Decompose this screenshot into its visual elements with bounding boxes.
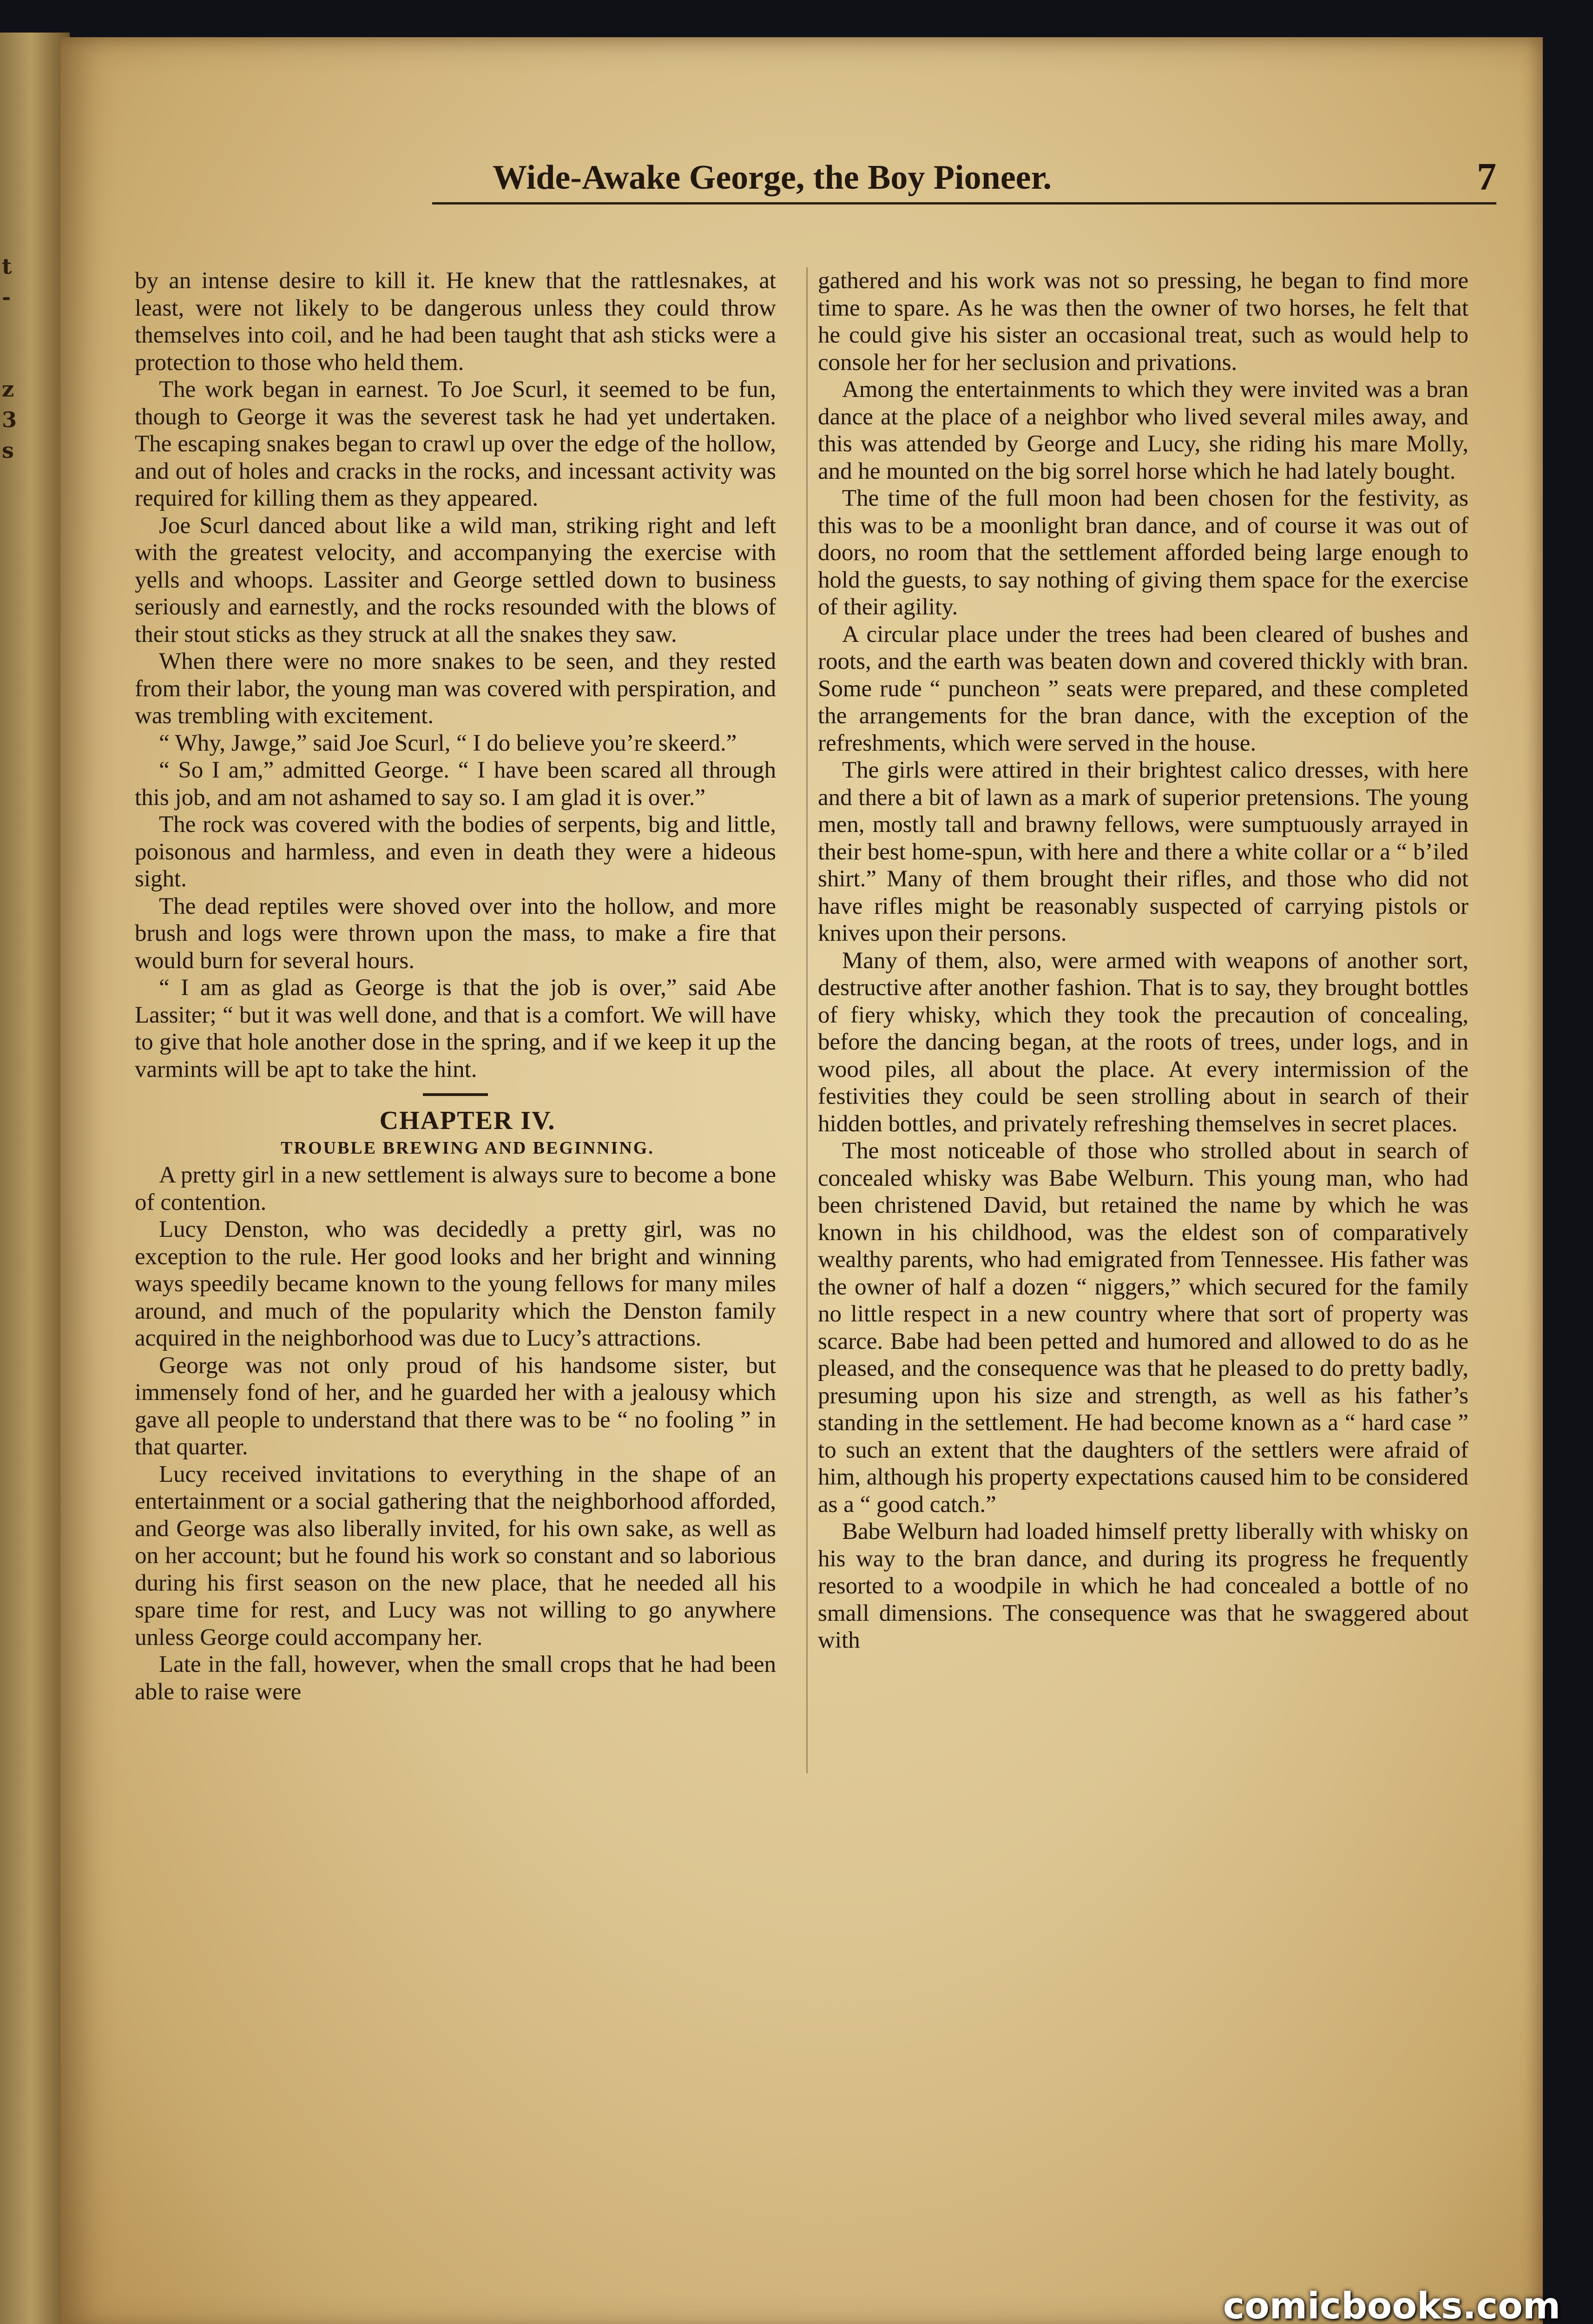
running-title: Wide-Awake George, the Boy Pioneer.: [493, 158, 1052, 197]
page-number: 7: [1477, 155, 1496, 198]
fragment-line: s: [2, 438, 14, 463]
fragment-line: -: [2, 284, 11, 310]
paragraph: Lucy received invitations to everything in the shape of an entertainment or a social gathering that the neighborhood afforded, and George was also liberally invited, for his own sake, as well as on her account; but he found his work so constant and so laborious during his first season on the new place, that he needed all his spare time for rest, and Lucy was not willing to go anywhere unless George could accompany her.: [135, 1461, 776, 1651]
paragraph: A circular place under the trees had been cleared of bushes and roots, and the earth was beaten down and covered thickly with bran. Some rude “ puncheon ” seats were prepared, and these completed the arrangements for the bran dance, with the exception of the refreshments, which were served in the house.: [818, 621, 1468, 756]
fragment-line: 3: [2, 407, 17, 432]
paragraph: Lucy Denston, who was decidedly a pretty girl, was no exception to the rule. Her good looks and her bright and winning ways speedily became known to the young fellows for many miles around, and much of the popularity which the Denston family acquired in the neighborhood was due to Lucy’s attractions.: [135, 1216, 776, 1351]
section-divider: [423, 1093, 488, 1096]
fragment-line: [2, 343, 30, 374]
left-column: [135, 267, 776, 1705]
running-header: [432, 151, 1496, 205]
previous-page-edge: [0, 33, 70, 2324]
paragraph: “ So I am,” admitted George. “ I have been scared all through this job, and am not ashamed to say so. I am glad it is over.”: [135, 757, 776, 811]
paragraph: The work began in earnest. To Joe Scurl, it seemed to be fun, though to George it was the severest task he had yet undertaken. The escaping snakes began to crawl up over the edge of the hollow, and out of holes and cracks in the rocks, and incessant activity was required for killing them as they appeared.: [135, 376, 776, 511]
paragraph: “ I am as glad as George is that the job is over,” said Abe Lassiter; “ but it was well done, and that is a comfort. We will have to give that hole another dose in the spring, and if we keep it up the varmints will be apt to take the hint.: [135, 975, 776, 1083]
paragraph: by an intense desire to kill it. He knew that the rattlesnakes, at least, were not likely to be dangerous unless they could throw themselves into coil, and he had been taught that ash sticks were a protection to those who held them.: [135, 268, 776, 376]
chapter-heading: CHAPTER IV.: [379, 1106, 556, 1135]
paragraph: gathered and his work was not so pressing, he began to find more time to spare. As he was then the owner of two horses, he felt that he could give his sister an occasional treat, such as would help to console her for her seclusion and privations.: [818, 268, 1468, 376]
paragraph: The rock was covered with the bodies of serpents, big and little, poisonous and harmless, and even in death they were a hideous sight.: [135, 812, 776, 892]
column-separator: [806, 267, 808, 1773]
paragraph: The time of the full moon had been chosen for the festivity, as this was to be a moonlight bran dance, and of course it was out of doors, no room that the settlement afforded being large enough to hold the guests, to say nothing of giving them space for the exercise of their agility.: [818, 485, 1468, 620]
paragraph: A pretty girl in a new settlement is always sure to become a bone of contention.: [135, 1162, 776, 1215]
paragraph: When there were no more snakes to be seen, and they rested from their labor, the young man was covered with perspiration, and was trembling with excitement.: [135, 648, 776, 729]
paragraph: Joe Scurl danced about like a wild man, striking right and left with the greatest velocity, and accompanying the exercise with yells and whoops. Lassiter and George settled down to business seriously and earnestly, and the rocks resounded with the blows of their stout sticks as they struck at all the snakes they saw.: [135, 512, 776, 647]
paragraph: “ Why, Jawge,” said Joe Scurl, “ I do believe you’re skeerd.”: [159, 730, 737, 756]
chapter-subheading: TROUBLE BREWING AND BEGINNING.: [281, 1138, 654, 1158]
paragraph: Among the entertainments to which they were invited was a bran dance at the place of a neighbor who lived several miles away, and this was attended by George and Lucy, she riding his mare Molly, and he mounted on the big sorrel horse which he had lately bought.: [818, 376, 1468, 484]
fragment-line: t: [2, 254, 12, 279]
fragment-line: [2, 312, 30, 343]
paragraph: Many of them, also, were armed with weapons of another sort, destructive after another fashion. That is to say, they brought bottles of fiery whisky, which they took the precaution of concealing, before the dancing began, at the roots of trees, under logs, and in wood piles, all about the place. At every intermission of the festivities they could be seen strolling about in search of their hidden bottles, and privately refreshing themselves in secret places.: [818, 947, 1468, 1137]
paragraph: The most noticeable of those who strolled about in search of concealed whisky was Babe Welburn. This young man, who had been christened David, but retained the name by which he was known in his childhood, was the eldest son of comparatively wealthy parents, who had emigrated from Tennessee. His father was the owner of half a dozen “ niggers,” which secured for the family no little respect in a new country where that sort of property was scarce. Babe had been petted and humored and allowed to do as he pleased, and the consequence was that he pleased to do pretty badly, presuming upon his size and strength, as well as his father’s standing in the settlement. He had become known as a “ hard case ” to such an extent that the daughters of the settlers were afraid of him, although his property expectations caused him to be considered as a “ good catch.”: [818, 1138, 1468, 1518]
book-page: [60, 37, 1543, 2324]
site-watermark: comicbooks.com: [1223, 2285, 1560, 2324]
paragraph: The girls were attired in their brightest calico dresses, with here and there a bit of lawn as a mark of superior pretensions. The young men, mostly tall and brawny fellows, were sumptuously arrayed in their best home-spun, with here and there a white collar or a “ b’iled shirt.” Many of them brought their rifles, and those who did not have rifles might be reasonably suspected of carrying pistols or knives upon their persons.: [818, 757, 1468, 946]
previous-page-text-fragments: [2, 251, 30, 466]
paragraph: Babe Welburn had loaded himself pretty liberally with whisky on his way to the bran dance, and during its progress he frequently resorted to a woodpile in which he had concealed a bottle of no small dimensions. The consequence was that he swaggered about with: [818, 1519, 1468, 1653]
paragraph: The dead reptiles were shoved over into the hollow, and more brush and logs were thrown upon the mass, to make a fire that would burn for several hours.: [135, 893, 776, 974]
right-column: [818, 267, 1468, 1654]
fragment-line: z: [2, 376, 14, 402]
paragraph: George was not only proud of his handsome sister, but immensely fond of her, and he guarded her with a jealousy which gave all people to understand that there was to be “ no fooling ” in that quarter.: [135, 1352, 776, 1460]
paragraph: Late in the fall, however, when the small crops that he had been able to raise were: [135, 1651, 776, 1705]
